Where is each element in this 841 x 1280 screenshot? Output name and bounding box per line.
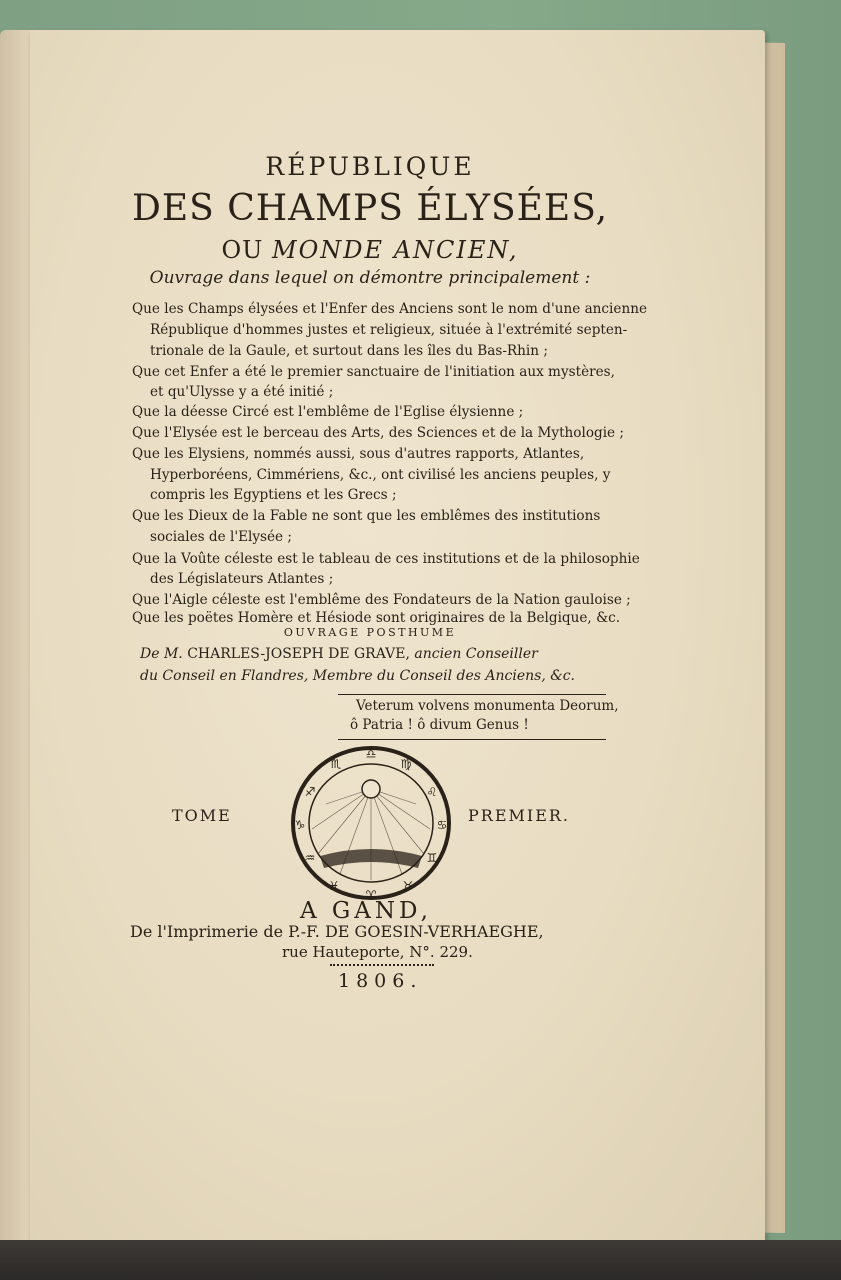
svg-text:♓: ♓ (328, 879, 340, 893)
svg-text:♑: ♑ (294, 818, 306, 832)
body-line: sociales de l'Elysée ; (150, 529, 292, 545)
body-line: Hyperboréens, Cimmériens, &c., ont civilisé les anciens peuples, y (150, 467, 611, 483)
title-line-2: DES CHAMPS ÉLYSÉES, (131, 188, 609, 229)
table-shadow (0, 1240, 841, 1280)
body-line: Que la déesse Circé est l'emblême de l'Eglise élysienne ; (132, 404, 524, 420)
tome-label: TOME (172, 806, 232, 825)
svg-text:♉: ♉ (402, 879, 414, 893)
body-line: compris les Egyptiens et les Grecs ; (150, 487, 397, 503)
svg-text:♋: ♋ (436, 818, 448, 832)
svg-text:♍: ♍ (400, 757, 412, 771)
body-line: Que la Voûte céleste est le tableau de ces institutions et de la philosophie (132, 551, 640, 567)
body-line: République d'hommes justes et religieux, située à l'extrémité septen- (150, 322, 628, 338)
svg-text:♐: ♐ (304, 785, 316, 799)
body-line: des Législateurs Atlantes ; (150, 571, 334, 587)
svg-text:♈: ♈ (365, 888, 377, 902)
body-line: Que les Champs élysées et l'Enfer des Anciens sont le nom d'une ancienne (132, 301, 647, 317)
motto-line-1: Veterum volvens monumenta Deorum, (356, 698, 619, 714)
body-line: trionale de la Gaule, et surtout dans les îles du Bas-Rhin ; (150, 343, 548, 359)
svg-text:♎: ♎ (365, 747, 377, 761)
zodiac-sun-seal-icon (290, 744, 452, 902)
body-line: Que les Elysiens, nommés aussi, sous d'autres rapports, Atlantes, (132, 446, 585, 462)
body-line: Que cet Enfer a été le premier sanctuaire de l'initiation aux mystères, (132, 364, 615, 380)
body-line: Que l'Elysée est le berceau des Arts, des Sciences et de la Mythologie ; (132, 425, 624, 441)
imprint-city: A GAND, (300, 898, 432, 924)
imprint-printer: De l'Imprimerie de P.-F. DE GOESIN-VERHAEGHE, (130, 922, 544, 941)
imprint-address: rue Hauteporte, N°. 229. (282, 943, 473, 961)
body-line: et qu'Ulysse y a été initié ; (150, 384, 334, 400)
svg-text:♌: ♌ (426, 785, 438, 799)
body-line: Que les Dieux de la Fable ne sont que les emblêmes des institutions (132, 508, 601, 524)
title-line-3 (110, 236, 630, 264)
svg-text:♊: ♊ (426, 851, 438, 865)
author-line-2: du Conseil en Flandres, Membre du Conseil des Anciens, &c. (140, 668, 576, 684)
author-name: CHARLES-JOSEPH DE GRAVE, (187, 646, 410, 662)
body-line: Que l'Aigle céleste est l'emblême des Fondateurs de la Nation gauloise ; (132, 592, 631, 608)
subtitle: Ouvrage dans lequel on démontre principalement : (149, 268, 591, 288)
author-prefix: De M. (140, 646, 183, 662)
motto-line-2: ô Patria ! ô divum Genus ! (350, 717, 529, 733)
tome-value: PREMIER. (468, 806, 571, 825)
svg-text:♏: ♏ (330, 757, 342, 771)
title-line-3-prefix: OU (221, 236, 264, 264)
body-line: Que les poëtes Homère et Hésiode sont originaires de la Belgique, &c. (132, 610, 621, 626)
imprint-year: 1806. (338, 970, 423, 992)
posthume-heading: OUVRAGE POSTHUME (283, 626, 457, 639)
author-line-1 (140, 646, 538, 662)
svg-text:♒: ♒ (304, 851, 316, 865)
title-line-3-italic: MONDE ANCIEN, (272, 236, 519, 264)
title-line-1: RÉPUBLIQUE (265, 152, 475, 181)
author-title: ancien Conseiller (414, 646, 538, 662)
